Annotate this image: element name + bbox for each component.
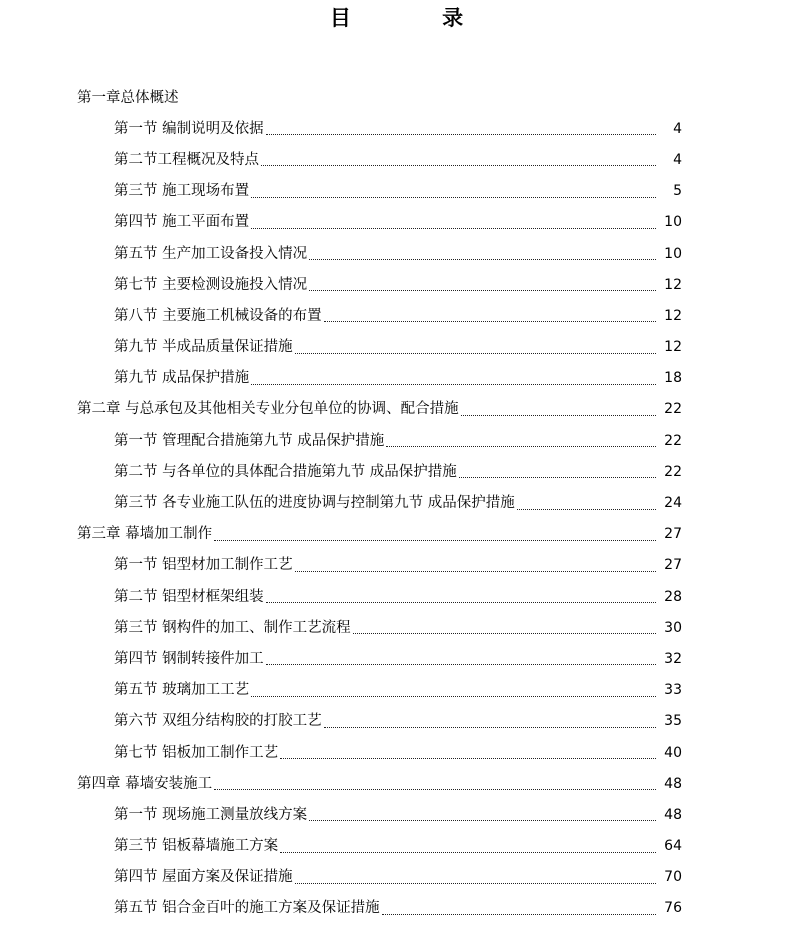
toc-page-number: 27 bbox=[664, 526, 682, 543]
toc-page-number: 35 bbox=[664, 713, 682, 730]
toc-page-number: 70 bbox=[664, 869, 682, 886]
toc-dot-leader bbox=[309, 290, 656, 291]
toc-entry-label: 第五节 铝合金百叶的施工方案及保证措施 bbox=[114, 900, 380, 917]
toc-entry-label: 第八节 主要施工机械设备的布置 bbox=[114, 307, 322, 324]
toc-entry-label: 第五节 玻璃加工工艺 bbox=[114, 682, 250, 699]
toc-dot-leader bbox=[324, 321, 656, 322]
toc-entry-label: 第三节 施工现场布置 bbox=[114, 183, 250, 200]
toc-page-number: 24 bbox=[664, 495, 682, 512]
toc-entry-label: 第四节 屋面方案及保证措施 bbox=[114, 869, 293, 886]
toc-dot-leader bbox=[309, 259, 656, 260]
toc-dot-leader bbox=[461, 415, 656, 416]
toc-entry-label: 第一节 现场施工测量放线方案 bbox=[114, 806, 308, 823]
toc-page-number: 18 bbox=[664, 370, 682, 387]
toc-page-number: 4 bbox=[673, 120, 682, 137]
toc-section-entry[interactable] bbox=[0, 425, 793, 456]
toc-section-entry[interactable] bbox=[0, 862, 793, 893]
toc-page-number: 4 bbox=[673, 151, 682, 168]
toc-entry-label: 第五节 生产加工设备投入情况 bbox=[114, 245, 308, 262]
toc-entry-label: 第四节 施工平面布置 bbox=[114, 214, 250, 231]
toc-section-entry[interactable] bbox=[0, 456, 793, 487]
page-title: 目 录 bbox=[329, 5, 506, 30]
toc-dot-leader bbox=[280, 758, 656, 759]
toc-dot-leader bbox=[386, 446, 656, 447]
toc-page-number: 30 bbox=[664, 619, 682, 636]
toc-section-entry[interactable] bbox=[0, 332, 793, 363]
toc-section-entry[interactable] bbox=[0, 831, 793, 862]
toc-page-number: 48 bbox=[664, 806, 682, 823]
toc-section-entry[interactable] bbox=[0, 176, 793, 207]
toc-dot-leader bbox=[324, 727, 656, 728]
toc-dot-leader bbox=[295, 571, 656, 572]
toc-section-entry[interactable] bbox=[0, 363, 793, 394]
toc-section-entry[interactable] bbox=[0, 612, 793, 643]
toc-entry-label: 第一节 管理配合措施第九节 成品保护措施 bbox=[114, 432, 385, 449]
toc-section-entry[interactable] bbox=[0, 487, 793, 518]
toc-page-number: 10 bbox=[664, 214, 682, 231]
toc-entry-label: 第二节 与各单位的具体配合措施第九节 成品保护措施 bbox=[114, 463, 457, 480]
toc-page-number: 10 bbox=[664, 245, 682, 262]
toc-page-number: 5 bbox=[673, 183, 682, 200]
toc-page-number: 22 bbox=[664, 463, 682, 480]
toc-section-entry[interactable] bbox=[0, 581, 793, 612]
toc-dot-leader bbox=[266, 602, 656, 603]
toc-section-entry[interactable] bbox=[0, 300, 793, 331]
toc-entry-label: 第四章 幕墙安装施工 bbox=[77, 775, 213, 792]
toc-entry-label: 第三节 钢构件的加工、制作工艺流程 bbox=[114, 619, 351, 636]
toc-page-number: 12 bbox=[664, 276, 682, 293]
toc-section-entry[interactable] bbox=[0, 238, 793, 269]
toc-page-number: 76 bbox=[664, 900, 682, 917]
toc-entry-label: 第三章 幕墙加工制作 bbox=[77, 526, 213, 543]
toc-dot-leader bbox=[295, 883, 656, 884]
toc-page-number: 48 bbox=[664, 775, 682, 792]
toc-page-number: 28 bbox=[664, 588, 682, 605]
toc-entry-label: 第三节 铝板幕墙施工方案 bbox=[114, 838, 279, 855]
toc-entry-label: 第一章总体概述 bbox=[77, 89, 179, 106]
toc-entry-label: 第九节 成品保护措施 bbox=[114, 370, 250, 387]
toc-dot-leader bbox=[353, 633, 656, 634]
toc-entry-label: 第二节工程概况及特点 bbox=[114, 151, 259, 168]
toc-page-number: 12 bbox=[664, 307, 682, 324]
toc-dot-leader bbox=[280, 852, 656, 853]
toc-dot-leader bbox=[459, 477, 656, 478]
toc-page-number: 64 bbox=[664, 838, 682, 855]
toc-dot-leader bbox=[266, 134, 656, 135]
toc-dot-leader bbox=[295, 353, 656, 354]
toc-section-entry[interactable] bbox=[0, 643, 793, 674]
toc-section-entry[interactable] bbox=[0, 550, 793, 581]
toc-page-number: 32 bbox=[664, 650, 682, 667]
toc-section-entry[interactable] bbox=[0, 799, 793, 830]
toc-entry-label: 第一节 编制说明及依据 bbox=[114, 120, 264, 137]
toc-dot-leader bbox=[214, 540, 656, 541]
toc-entry-label: 第七节 铝板加工制作工艺 bbox=[114, 744, 279, 761]
toc-dot-leader bbox=[382, 914, 656, 915]
toc-entry-label: 第一节 铝型材加工制作工艺 bbox=[114, 557, 293, 574]
toc-page-number: 22 bbox=[664, 432, 682, 449]
toc-entry-label: 第三节 各专业施工队伍的进度协调与控制第九节 成品保护措施 bbox=[114, 495, 515, 512]
toc-chapter-entry[interactable] bbox=[0, 768, 793, 799]
toc-dot-leader bbox=[251, 197, 656, 198]
toc-dot-leader bbox=[214, 789, 656, 790]
toc-dot-leader bbox=[261, 165, 656, 166]
toc-entry-label: 第九节 半成品质量保证措施 bbox=[114, 339, 293, 356]
toc-entry-label: 第四节 钢制转接件加工 bbox=[114, 650, 264, 667]
toc-dot-leader bbox=[251, 228, 656, 229]
toc-dot-leader bbox=[251, 384, 656, 385]
toc-dot-leader bbox=[309, 820, 656, 821]
toc-chapter-entry[interactable] bbox=[0, 394, 793, 425]
toc-chapter-entry[interactable] bbox=[0, 519, 793, 550]
toc-page-number: 33 bbox=[664, 682, 682, 699]
toc-section-entry[interactable] bbox=[0, 113, 793, 144]
toc-page-number: 27 bbox=[664, 557, 682, 574]
toc-chapter-entry[interactable] bbox=[0, 82, 793, 113]
toc-list bbox=[0, 82, 793, 924]
toc-section-entry[interactable] bbox=[0, 269, 793, 300]
toc-section-entry[interactable] bbox=[0, 207, 793, 238]
toc-page-number: 22 bbox=[664, 401, 682, 418]
toc-section-entry[interactable] bbox=[0, 737, 793, 768]
toc-entry-label: 第七节 主要检测设施投入情况 bbox=[114, 276, 308, 293]
toc-section-entry[interactable] bbox=[0, 893, 793, 924]
toc-dot-leader bbox=[251, 696, 656, 697]
toc-section-entry[interactable] bbox=[0, 144, 793, 175]
toc-entry-label: 第六节 双组分结构胶的打胶工艺 bbox=[114, 713, 322, 730]
toc-entry-label: 第二节 铝型材框架组装 bbox=[114, 588, 264, 605]
toc-dot-leader bbox=[517, 509, 656, 510]
toc-page-number: 12 bbox=[664, 339, 682, 356]
toc-section-entry[interactable] bbox=[0, 706, 793, 737]
toc-page-number: 40 bbox=[664, 744, 682, 761]
toc-section-entry[interactable] bbox=[0, 675, 793, 706]
toc-entry-label: 第二章 与总承包及其他相关专业分包单位的协调、配合措施 bbox=[77, 401, 459, 418]
toc-dot-leader bbox=[266, 664, 656, 665]
